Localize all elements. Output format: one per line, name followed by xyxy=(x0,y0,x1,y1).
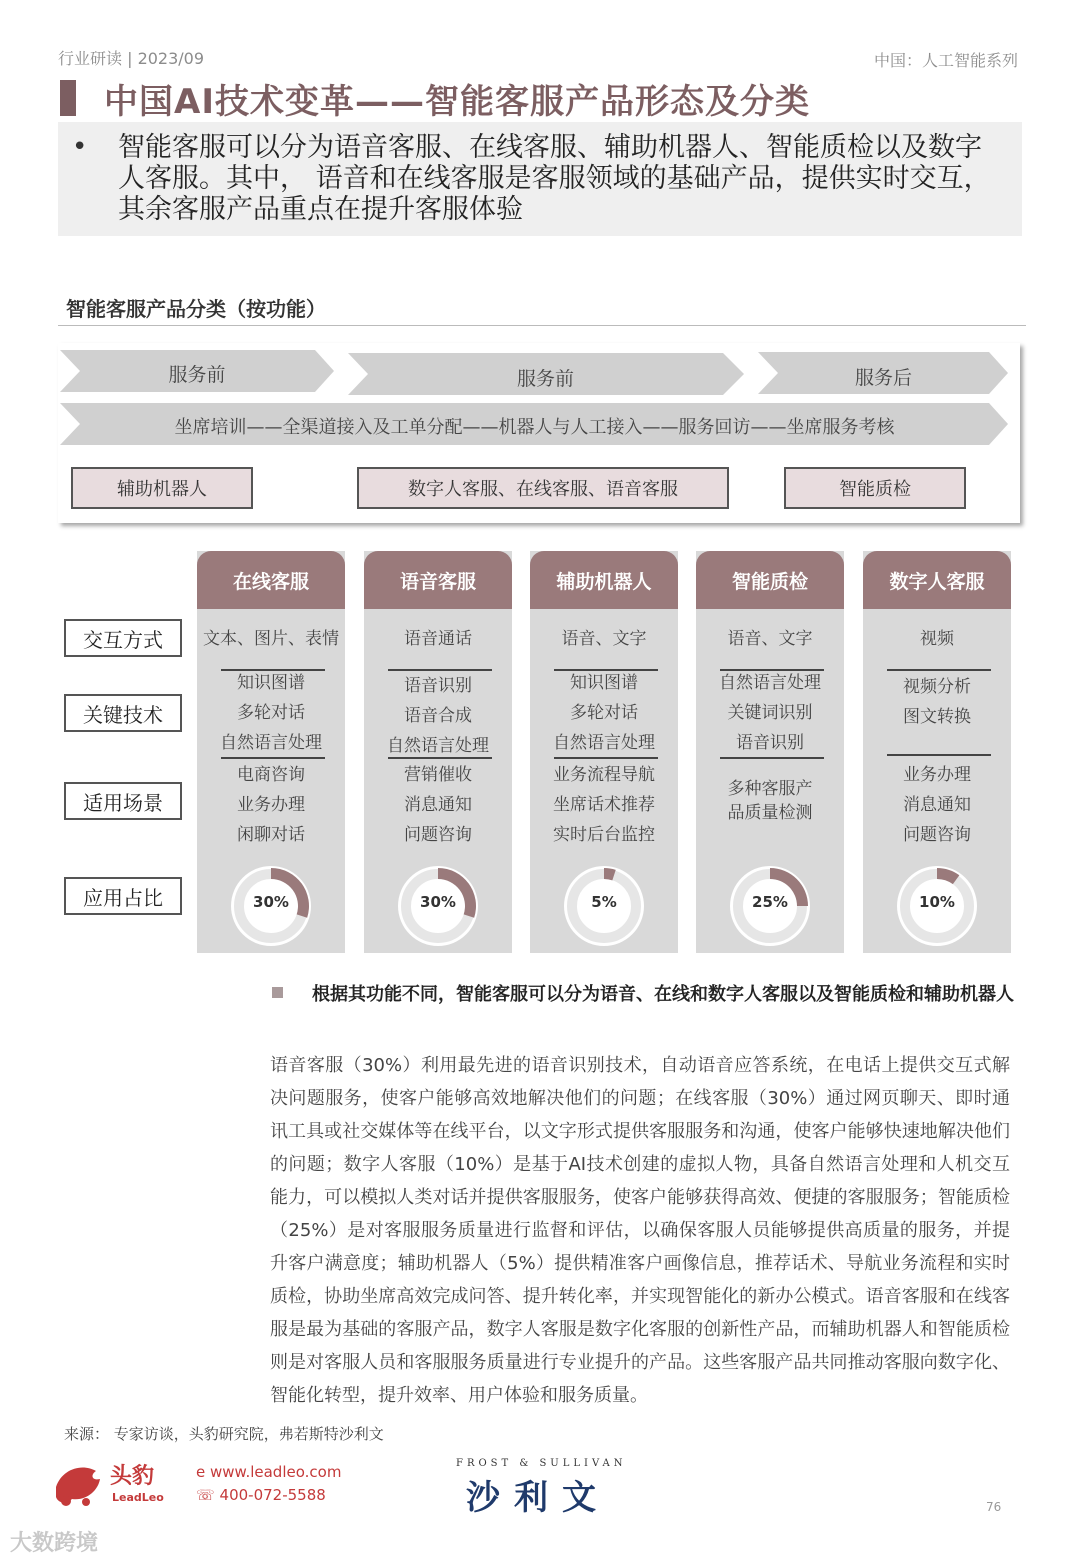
source-note: 来源： 专家访谈，头豹研究院，弗若斯特沙利文 xyxy=(64,1425,384,1443)
process-label: 坐席培训——全渠道接入及工单分配——机器人与人工接入——服务回访——坐席服务考核 xyxy=(174,417,895,438)
scene-item: 业务办理 xyxy=(903,765,971,785)
report-tag: 行业研读 | 2023/09 xyxy=(58,49,205,68)
share-label: 5% xyxy=(591,893,617,911)
tech-item: 多轮对话 xyxy=(237,703,305,723)
column-title: 数字人客服 xyxy=(863,551,1011,609)
summary-box xyxy=(58,122,1022,236)
scene-item: 消息通知 xyxy=(903,795,971,815)
share-label: 30% xyxy=(253,893,289,911)
share-label: 30% xyxy=(420,893,456,911)
stage-label-3: 服务后 xyxy=(854,367,912,389)
column-divider xyxy=(554,757,658,759)
row-label-interaction: 交互方式 xyxy=(64,619,182,657)
logo-cn: 头豹 xyxy=(110,1464,155,1489)
frost-sullivan-en: FROST & SULLIVAN xyxy=(456,1458,627,1469)
tech-item: 自然语言处理 xyxy=(719,673,821,693)
scene-item: 消息通知 xyxy=(404,795,472,815)
scene-item: 营销催收 xyxy=(404,765,472,785)
phone-icon: ☏ xyxy=(196,1486,215,1504)
stage-label-2: 服务前 xyxy=(516,368,574,390)
row-label-scenarios: 适用场景 xyxy=(64,782,182,820)
body-paragraph: 语音客服（30%）利用最先进的语音识别技术，自动语音应答系统，在电话上提供交互式解决问题服务，使客户能够高效地解决他们的问题；在线客服（30%）通过网页聊天、即时通讯工具或社交媒体等在线平台，以文字形式提供客服服务和沟通，使客户能够快速地解决他们的问题；数字人客服（10%）是基于AI技术创建的虚拟人物，具备自然语言处理和人机交互能力，可以模拟人类对话并提供客服服务，使客户能够获得高效、便捷的客服服务；智能质检（25%）是对客服服务质量进行监督和评估，以确保客服人员能够提供高质量的服务，并提升客户满意度；辅助机器人（5%）提供精准客户画像信息，推荐话术、导航业务流程和实时质检，协助坐席高效完成问答、提升转化率，并实现智能化的新办公模式。语音客服和在线客服是最为基础的客服产品，数字人客服是数字化客服的创新性产品，而辅助机器人和智能质检则是对客服人员和客服服务质量进行专业提升的产品。这些客服产品共同推动客服向数字化、智能化转型，提升效率、用户体验和服务质量。 xyxy=(270,1055,1010,1406)
tech-item: 自然语言处理 xyxy=(387,736,489,756)
tech-item: 自然语言处理 xyxy=(220,733,322,753)
tech-item: 知识图谱 xyxy=(570,673,638,693)
scene-item: 业务办理 xyxy=(237,795,305,815)
category-box-quality-check: 智能质检 xyxy=(784,467,966,509)
watermark: 大数跨境 xyxy=(10,1531,99,1556)
column-title: 在线客服 xyxy=(197,551,345,609)
scene-item: 问题咨询 xyxy=(404,825,472,845)
column-divider xyxy=(388,757,492,759)
column-divider xyxy=(720,757,824,759)
globe-icon: e xyxy=(196,1463,206,1481)
leadleo-logo xyxy=(52,1457,192,1509)
stage-label-1: 服务前 xyxy=(168,364,226,386)
column-divider xyxy=(887,754,991,756)
sub-heading: 根据其功能不同，智能客服可以分为语音、在线和数字人客服以及智能质检和辅助机器人 xyxy=(312,984,1014,1005)
interaction-mode: 视频 xyxy=(920,629,954,649)
scene-item: 坐席话术推荐 xyxy=(553,795,655,815)
column-divider xyxy=(221,757,325,759)
scene-item: 多种客服产 xyxy=(727,779,813,799)
interaction-mode: 语音通话 xyxy=(404,629,472,649)
scene-item: 实时后台监控 xyxy=(553,825,655,845)
row-label-share: 应用占比 xyxy=(64,877,182,915)
category-box-assistant-robot: 辅助机器人 xyxy=(71,467,253,509)
interaction-mode: 语音、文字 xyxy=(727,629,813,649)
section-divider xyxy=(58,325,1026,326)
scene-item: 闲聊对话 xyxy=(237,825,305,845)
scene-item: 业务流程导航 xyxy=(553,765,655,785)
product-column-online xyxy=(197,551,345,953)
category-box-core-services: 数字人客服、在线客服、语音客服 xyxy=(357,467,729,509)
tech-item: 语音识别 xyxy=(404,676,472,696)
section-title: 智能客服产品分类（按功能） xyxy=(66,297,326,321)
logo-en: LeadLeo xyxy=(112,1491,164,1504)
tech-item: 图文转换 xyxy=(903,707,971,727)
title-accent-bar xyxy=(60,80,76,116)
product-column-digital-human xyxy=(863,551,1011,953)
service-flow-diagram xyxy=(58,343,1020,523)
series-name: 中国：人工智能系列 xyxy=(873,51,1018,70)
scene-item: 电商咨询 xyxy=(237,765,305,785)
share-label: 25% xyxy=(752,893,788,911)
frost-sullivan-logo: 沙利文 xyxy=(466,1478,610,1518)
tech-item: 视频分析 xyxy=(903,677,971,697)
interaction-mode: 语音、文字 xyxy=(561,629,647,649)
page-number: 76 xyxy=(986,1500,1002,1514)
column-title: 语音客服 xyxy=(364,551,512,609)
tech-item: 关键词识别 xyxy=(727,703,813,723)
scene-item: 品质量检测 xyxy=(727,803,813,823)
column-title: 辅助机器人 xyxy=(530,551,678,609)
square-bullet-icon xyxy=(272,987,283,998)
tech-item: 语音合成 xyxy=(404,706,472,726)
row-label-key-tech: 关键技术 xyxy=(64,694,182,732)
website-text: www.leadleo.com xyxy=(210,1463,342,1481)
tech-item: 自然语言处理 xyxy=(553,733,655,753)
scene-item: 问题咨询 xyxy=(903,825,971,845)
product-column-quality-check xyxy=(696,551,844,953)
website-link[interactable] xyxy=(196,1463,341,1481)
column-divider xyxy=(887,669,991,671)
phone-number xyxy=(196,1486,326,1504)
summary-text: 智能客服可以分为语音客服、在线客服、辅助机器人、智能质检以及数字人客服。其中， 语音和在线客服是客服领域的基础产品，提供实时交互，其余客服产品重点在提升客服体验 xyxy=(118,132,991,225)
product-column-assistant-robot xyxy=(530,551,678,953)
page-title: 中国AI技术变革——智能客服产品形态及分类 xyxy=(104,82,810,122)
bullet-icon: • xyxy=(72,132,88,162)
column-title: 智能质检 xyxy=(696,551,844,609)
product-column-voice xyxy=(364,551,512,953)
tech-item: 知识图谱 xyxy=(237,673,305,693)
tech-item: 多轮对话 xyxy=(570,703,638,723)
share-label: 10% xyxy=(919,893,955,911)
interaction-mode: 文本、图片、表情 xyxy=(203,629,339,649)
tech-item: 语音识别 xyxy=(736,733,804,753)
phone-text: 400-072-5588 xyxy=(219,1486,326,1504)
